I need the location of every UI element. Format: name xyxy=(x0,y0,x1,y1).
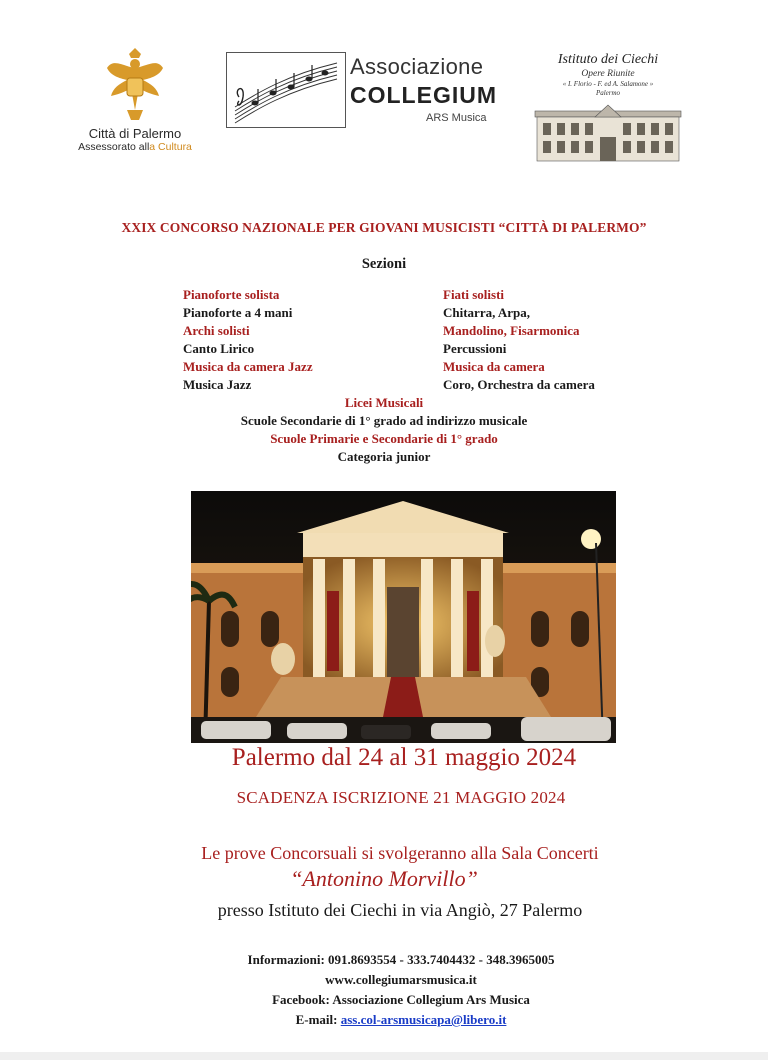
sections-center xyxy=(0,394,768,466)
istituto-logo xyxy=(528,52,688,163)
theatre-photo xyxy=(191,491,616,743)
venue-intro: Le prove Concorsuali si svolgeranno alla Sala Concerti xyxy=(201,843,599,863)
section-item: Chitarra, Arpa, xyxy=(443,305,531,320)
contacts-block xyxy=(0,950,768,1030)
collegium-sub-label: ARS Musica xyxy=(426,112,487,124)
section-item: Licei Musicali xyxy=(344,395,424,410)
section-item: Scuole Primarie e Secondarie di 1° grado xyxy=(270,431,498,446)
section-item: Scuole Secondarie di 1° grado ad indirizzo musicale xyxy=(240,413,528,428)
collegium-assoc-label: Associazione xyxy=(350,54,484,79)
contact-website[interactable]: www.collegiumarsmusica.it xyxy=(325,972,477,987)
dept-prefix: Assessorato all xyxy=(78,141,150,153)
music-staff-frame xyxy=(226,52,346,128)
eagle-crest-icon xyxy=(105,48,165,124)
email-link[interactable]: ass.col-arsmusicapa@libero.it xyxy=(340,1012,507,1027)
section-item: Mandolino, Fisarmonica xyxy=(443,323,580,338)
registration-deadline: SCADENZA ISCRIZIONE 21 MAGGIO 2024 xyxy=(236,788,566,807)
theatre-night-image xyxy=(191,491,616,743)
istituto-founders: « I. Florio - F. ed A. Salamone » xyxy=(562,80,654,88)
event-dates: Palermo dal 24 al 31 maggio 2024 xyxy=(231,744,577,771)
section-item: Pianoforte a 4 mani xyxy=(183,305,293,320)
section-item: Coro, Orchestra da camera xyxy=(443,377,595,392)
music-notes-icon xyxy=(227,53,345,127)
competition-title: XXIX CONCORSO NAZIONALE PER GIOVANI MUSICISTI “CITTÀ DI PALERMO” xyxy=(121,220,647,235)
contact-phones: Informazioni: 091.8693554 - 333.7404432 - 348.3965005 xyxy=(247,952,555,967)
sections-heading: Sezioni xyxy=(361,256,407,272)
section-item: Musica da camera xyxy=(443,359,545,374)
contact-facebook: Facebook: Associazione Collegium Ars Musica xyxy=(272,992,530,1007)
section-item: Percussioni xyxy=(443,341,507,356)
collegium-name-label: COLLEGIUM xyxy=(350,82,497,108)
section-item: Fiati solisti xyxy=(443,287,505,302)
section-item: Categoria junior xyxy=(337,449,431,464)
istituto-subtitle: Opere Riunite xyxy=(581,69,635,79)
istituto-city: Palermo xyxy=(595,89,621,97)
section-item: Musica Jazz xyxy=(183,377,252,392)
section-item: Pianoforte solista xyxy=(183,287,280,302)
sections-right-column xyxy=(443,286,595,394)
section-item: Canto Lirico xyxy=(183,341,255,356)
venue-address: presso Istituto dei Ciechi in via Angiò, 27 Palermo xyxy=(217,900,583,920)
section-item: Musica da camera Jazz xyxy=(183,359,313,374)
building-icon xyxy=(533,103,683,163)
sections-left-column xyxy=(183,286,313,394)
palermo-logo xyxy=(70,48,200,153)
istituto-title: Istituto dei Ciechi xyxy=(557,52,659,67)
collegium-logo xyxy=(226,52,506,130)
dept-highlight: a Cultura xyxy=(149,141,192,153)
section-item: Archi solisti xyxy=(183,323,250,338)
palermo-city-label: Città di Palermo xyxy=(88,126,182,141)
venue-name: “Antonino Morvillo” xyxy=(290,866,478,891)
palermo-dept-label xyxy=(70,141,200,153)
contact-email-line xyxy=(0,1010,768,1030)
email-label: E-mail: xyxy=(295,1012,341,1027)
